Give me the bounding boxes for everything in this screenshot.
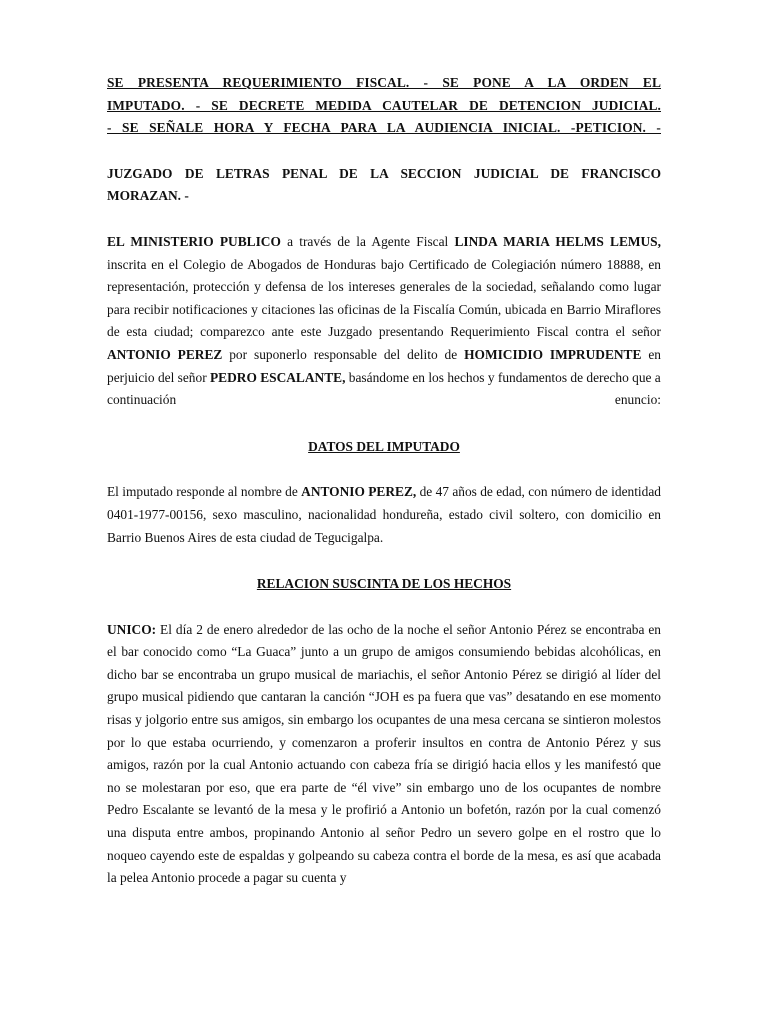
agent-name: LINDA MARIA HELMS LEMUS, xyxy=(454,233,661,249)
intro-text-2: inscrita en el Colegio de Abogados de Honduras bajo Certificado de Colegiación número 18888, en representación, protección y defensa de los intereses generales de la sociedad, señalando como lugar para recibir notificaciones y citaciones las oficinas de la Fiscalía Común, ubicada en Barrio Miraflores de esta ciudad; comparezco ante este Juzgado presentando Requerimiento Fiscal contra el señor xyxy=(107,256,661,340)
intro-last-line xyxy=(107,389,661,412)
imputado-paragraph xyxy=(107,481,661,549)
intro-text-4: en perjuicio del señor xyxy=(107,346,661,385)
document-heading xyxy=(107,72,661,140)
court-line-2: MORAZAN. - xyxy=(107,188,189,204)
court-addressee xyxy=(107,163,661,208)
hechos-paragraph xyxy=(107,619,661,890)
intro-paragraph xyxy=(107,231,661,412)
heading-line-3: - SE SEÑALE HORA Y FECHA PARA LA AUDIENCIA INICIAL. -PETICION. - xyxy=(107,120,661,136)
court-line-1: JUZGADO DE LETRAS PENAL DE LA SECCION JUDICIAL DE FRANCISCO xyxy=(107,165,661,181)
intro-last-left: continuación xyxy=(107,392,177,408)
section-title-datos: DATOS DEL IMPUTADO xyxy=(308,438,460,454)
heading-line-1: SE PRESENTA REQUERIMIENTO FISCAL. - SE PONE A LA ORDEN EL xyxy=(107,75,661,90)
hechos-label: UNICO: xyxy=(107,621,157,637)
imputado-name: ANTONIO PEREZ, xyxy=(301,484,417,500)
imputado-text-1: El imputado responde al nombre de xyxy=(107,484,302,500)
imputado-text-2: de 47 años de edad, con número de identidad 0401-1977-00156, sexo masculino, nacionalidad hondureña, estado civil soltero, con domicilio en Barrio Buenos Aires de esta ciudad de Tegucigalpa. xyxy=(107,484,661,545)
hechos-text: El día 2 de enero alrededor de las ocho de la noche el señor Antonio Pérez se encontraba en el bar conocido como “La Guaca” junto a un grupo de amigos consumiendo bebidas alcohólicas, en dicho bar se encontraba un grupo musical de mariachis, el señor Antonio Pérez se dirigió al líder del grupo musical pidiendo que cantaran la canción “JOH es pa fuera que vas” desatando en ese momento risas y jolgorio entre sus amigos, sin embargo los ocupantes de una mesa cercana se sintieron molestos por lo que estaba ocurriendo, y comenzaron a proferir insultos en contra de Antonio Pérez y sus amigos, razón por la cual Antonio actuando con cabeza fría se dirigió hacia ellos y les manifestó que no se molestaran por eso, que era parte de “él vive” sin embargo uno de los ocupantes de nombre Pedro Escalante se levantó de la mesa y le profirió a Antonio un bofetón, razón por la cual comenzó una disputa entre ambos, propinando Antonio al señor Pedro un severo golpe en el rostro que lo noqueo cayendo este de espaldas y golpeando su cabeza contra el borde de la mesa, es así que acabada la pelea Antonio procede a pagar su cuenta y xyxy=(107,621,661,886)
document-page xyxy=(107,72,661,890)
heading-line-2: IMPUTADO. - SE DECRETE MEDIDA CAUTELAR DE DETENCION JUDICIAL. xyxy=(107,97,661,113)
intro-text-1: a través de la Agente Fiscal xyxy=(280,233,455,249)
party-name: EL MINISTERIO PUBLICO xyxy=(107,233,281,249)
victim-name: PEDRO ESCALANTE, xyxy=(210,369,346,385)
intro-text-5: basándome en los hechos y fundamentos de derecho que a xyxy=(345,369,661,385)
section-title-hechos: RELACION SUSCINTA DE LOS HECHOS xyxy=(256,576,512,592)
intro-text-3: por suponerlo responsable del delito de xyxy=(222,346,465,362)
intro-body xyxy=(107,231,661,389)
crime-name: HOMICIDIO IMPRUDENTE xyxy=(464,346,642,362)
accused-name: ANTONIO PEREZ xyxy=(107,346,223,362)
intro-last-right: enuncio: xyxy=(614,392,661,408)
